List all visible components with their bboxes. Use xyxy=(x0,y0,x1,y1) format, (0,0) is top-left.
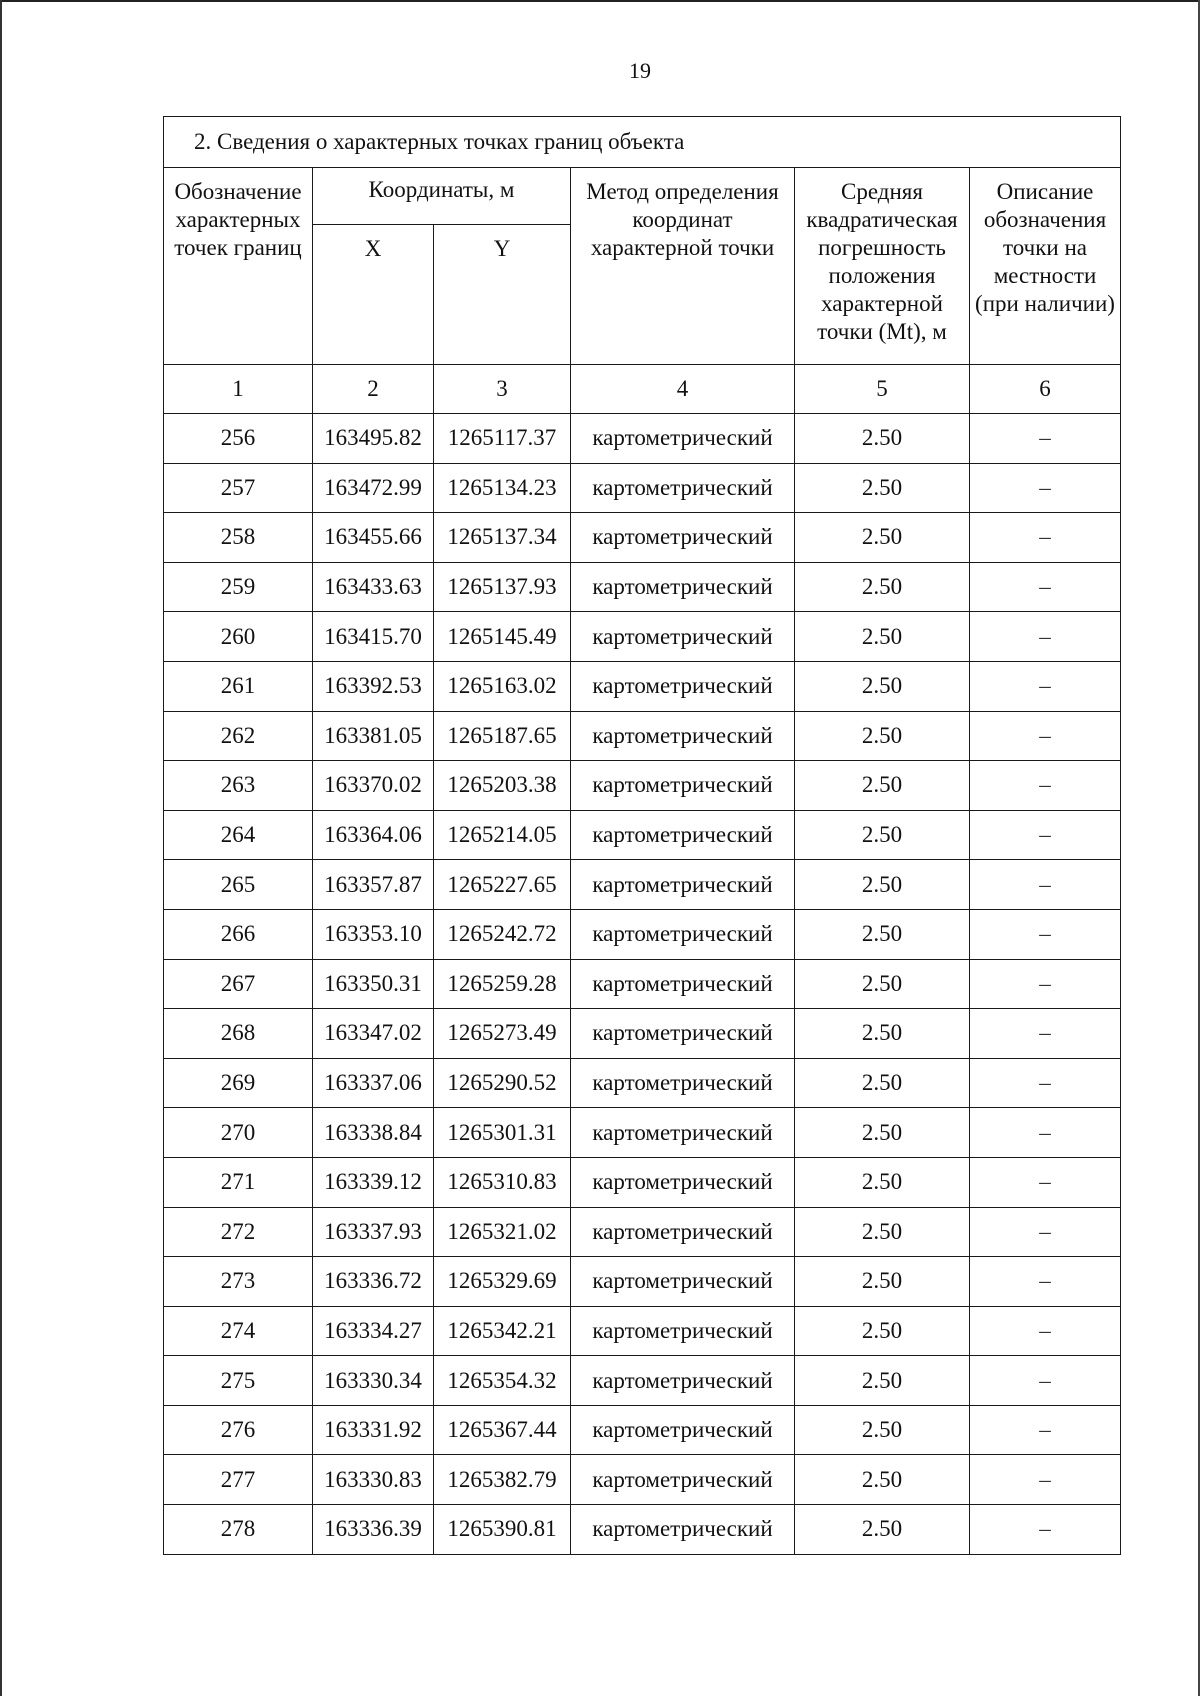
table-row xyxy=(164,513,1121,563)
cell-y: 1265214.05 xyxy=(434,810,571,860)
cell-y: 1265134.23 xyxy=(434,463,571,513)
cell-error: 2.50 xyxy=(795,1405,970,1455)
cell-method: картометрический xyxy=(571,1306,795,1356)
cell-y: 1265382.79 xyxy=(434,1455,571,1505)
table-row xyxy=(164,612,1121,662)
cell-point: 257 xyxy=(164,463,313,513)
cell-x: 163353.10 xyxy=(313,909,434,959)
table-row xyxy=(164,959,1121,1009)
cell-error: 2.50 xyxy=(795,909,970,959)
cell-method: картометрический xyxy=(571,661,795,711)
table-row xyxy=(164,761,1121,811)
column-number: 5 xyxy=(795,365,970,414)
table-row xyxy=(164,661,1121,711)
cell-error: 2.50 xyxy=(795,860,970,910)
cell-y: 1265354.32 xyxy=(434,1356,571,1406)
cell-x: 163357.87 xyxy=(313,860,434,910)
cell-x: 163339.12 xyxy=(313,1157,434,1207)
table-row xyxy=(164,562,1121,612)
cell-x: 163472.99 xyxy=(313,463,434,513)
cell-y: 1265187.65 xyxy=(434,711,571,761)
cell-point: 269 xyxy=(164,1058,313,1108)
cell-description: – xyxy=(970,1009,1121,1059)
header-description: Описание обозначения точки на местности (при наличии) xyxy=(970,168,1121,365)
column-number: 2 xyxy=(313,365,434,414)
table-row xyxy=(164,909,1121,959)
header-point: Обозначение характерных точек границ xyxy=(164,168,313,365)
cell-description: – xyxy=(970,959,1121,1009)
cell-method: картометрический xyxy=(571,612,795,662)
cell-description: – xyxy=(970,513,1121,563)
cell-point: 270 xyxy=(164,1108,313,1158)
cell-y: 1265163.02 xyxy=(434,661,571,711)
cell-y: 1265137.34 xyxy=(434,513,571,563)
cell-y: 1265259.28 xyxy=(434,959,571,1009)
cell-error: 2.50 xyxy=(795,761,970,811)
page-number: 19 xyxy=(629,58,651,83)
header-method: Метод определения координат характерной точки xyxy=(571,168,795,365)
cell-method: картометрический xyxy=(571,810,795,860)
cell-y: 1265301.31 xyxy=(434,1108,571,1158)
cell-point: 278 xyxy=(164,1505,313,1555)
cell-x: 163337.06 xyxy=(313,1058,434,1108)
cell-y: 1265329.69 xyxy=(434,1257,571,1307)
cell-point: 260 xyxy=(164,612,313,662)
boundary-points-table-wrap xyxy=(163,116,1121,1555)
cell-x: 163370.02 xyxy=(313,761,434,811)
cell-description: – xyxy=(970,810,1121,860)
cell-y: 1265273.49 xyxy=(434,1009,571,1059)
cell-description: – xyxy=(970,414,1121,464)
cell-point: 266 xyxy=(164,909,313,959)
cell-point: 258 xyxy=(164,513,313,563)
cell-method: картометрический xyxy=(571,909,795,959)
cell-description: – xyxy=(970,1207,1121,1257)
cell-x: 163336.39 xyxy=(313,1505,434,1555)
cell-description: – xyxy=(970,1157,1121,1207)
cell-point: 264 xyxy=(164,810,313,860)
cell-error: 2.50 xyxy=(795,463,970,513)
cell-point: 263 xyxy=(164,761,313,811)
cell-error: 2.50 xyxy=(795,1009,970,1059)
table-row xyxy=(164,711,1121,761)
cell-error: 2.50 xyxy=(795,1505,970,1555)
header-y: Y xyxy=(434,225,571,365)
cell-method: картометрический xyxy=(571,1257,795,1307)
cell-point: 259 xyxy=(164,562,313,612)
cell-x: 163330.83 xyxy=(313,1455,434,1505)
cell-method: картометрический xyxy=(571,711,795,761)
cell-x: 163392.53 xyxy=(313,661,434,711)
cell-description: – xyxy=(970,761,1121,811)
cell-y: 1265203.38 xyxy=(434,761,571,811)
cell-description: – xyxy=(970,1058,1121,1108)
table-row xyxy=(164,1108,1121,1158)
cell-y: 1265367.44 xyxy=(434,1405,571,1455)
cell-x: 163381.05 xyxy=(313,711,434,761)
cell-description: – xyxy=(970,711,1121,761)
scan-edge-top xyxy=(0,0,1200,2)
cell-method: картометрический xyxy=(571,761,795,811)
cell-point: 267 xyxy=(164,959,313,1009)
caption-row xyxy=(164,117,1121,168)
cell-method: картометрический xyxy=(571,860,795,910)
cell-method: картометрический xyxy=(571,463,795,513)
page-number-container xyxy=(0,58,1200,84)
cell-method: картометрический xyxy=(571,1108,795,1158)
cell-x: 163337.93 xyxy=(313,1207,434,1257)
cell-y: 1265321.02 xyxy=(434,1207,571,1257)
cell-description: – xyxy=(970,1505,1121,1555)
table-row xyxy=(164,463,1121,513)
column-numbers-row xyxy=(164,365,1121,414)
column-number: 6 xyxy=(970,365,1121,414)
table-row xyxy=(164,1058,1121,1108)
cell-x: 163350.31 xyxy=(313,959,434,1009)
cell-error: 2.50 xyxy=(795,562,970,612)
cell-method: картометрический xyxy=(571,414,795,464)
cell-error: 2.50 xyxy=(795,1157,970,1207)
cell-method: картометрический xyxy=(571,1058,795,1108)
cell-description: – xyxy=(970,612,1121,662)
cell-x: 163338.84 xyxy=(313,1108,434,1158)
cell-error: 2.50 xyxy=(795,1257,970,1307)
cell-method: картометрический xyxy=(571,1157,795,1207)
table-row xyxy=(164,1356,1121,1406)
scan-edge-left xyxy=(0,0,2,1696)
table-row xyxy=(164,810,1121,860)
cell-description: – xyxy=(970,661,1121,711)
cell-error: 2.50 xyxy=(795,1207,970,1257)
cell-y: 1265242.72 xyxy=(434,909,571,959)
cell-x: 163495.82 xyxy=(313,414,434,464)
cell-description: – xyxy=(970,1257,1121,1307)
cell-error: 2.50 xyxy=(795,1306,970,1356)
cell-error: 2.50 xyxy=(795,612,970,662)
cell-description: – xyxy=(970,562,1121,612)
cell-x: 163415.70 xyxy=(313,612,434,662)
column-number: 3 xyxy=(434,365,571,414)
cell-x: 163364.06 xyxy=(313,810,434,860)
cell-x: 163330.34 xyxy=(313,1356,434,1406)
cell-description: – xyxy=(970,1356,1121,1406)
cell-method: картометрический xyxy=(571,1009,795,1059)
cell-error: 2.50 xyxy=(795,810,970,860)
header-error: Средняя квадратическая погрешность положения характерной точки (Mt), м xyxy=(795,168,970,365)
cell-method: картометрический xyxy=(571,513,795,563)
table-row xyxy=(164,1257,1121,1307)
cell-method: картометрический xyxy=(571,959,795,1009)
table-row xyxy=(164,1505,1121,1555)
cell-point: 261 xyxy=(164,661,313,711)
table-row xyxy=(164,1009,1121,1059)
cell-description: – xyxy=(970,1455,1121,1505)
table-caption: 2. Сведения о характерных точках границ объекта xyxy=(164,117,1121,168)
cell-method: картометрический xyxy=(571,1505,795,1555)
table-row xyxy=(164,1157,1121,1207)
cell-error: 2.50 xyxy=(795,661,970,711)
column-number: 4 xyxy=(571,365,795,414)
cell-method: картометрический xyxy=(571,1207,795,1257)
cell-description: – xyxy=(970,1405,1121,1455)
cell-method: картометрический xyxy=(571,562,795,612)
cell-point: 277 xyxy=(164,1455,313,1505)
cell-error: 2.50 xyxy=(795,513,970,563)
cell-point: 276 xyxy=(164,1405,313,1455)
cell-y: 1265310.83 xyxy=(434,1157,571,1207)
header-row-top xyxy=(164,168,1121,225)
cell-y: 1265227.65 xyxy=(434,860,571,910)
cell-y: 1265145.49 xyxy=(434,612,571,662)
cell-error: 2.50 xyxy=(795,1058,970,1108)
cell-x: 163331.92 xyxy=(313,1405,434,1455)
header-x: X xyxy=(313,225,434,365)
cell-y: 1265117.37 xyxy=(434,414,571,464)
cell-point: 256 xyxy=(164,414,313,464)
cell-error: 2.50 xyxy=(795,414,970,464)
cell-y: 1265342.21 xyxy=(434,1306,571,1356)
column-number: 1 xyxy=(164,365,313,414)
header-coordinates: Координаты, м xyxy=(313,168,571,225)
table-row xyxy=(164,860,1121,910)
cell-method: картометрический xyxy=(571,1356,795,1406)
cell-error: 2.50 xyxy=(795,959,970,1009)
cell-description: – xyxy=(970,909,1121,959)
cell-y: 1265390.81 xyxy=(434,1505,571,1555)
cell-y: 1265290.52 xyxy=(434,1058,571,1108)
cell-error: 2.50 xyxy=(795,1108,970,1158)
cell-x: 163336.72 xyxy=(313,1257,434,1307)
table-row xyxy=(164,1405,1121,1455)
cell-description: – xyxy=(970,1108,1121,1158)
cell-method: картометрический xyxy=(571,1455,795,1505)
cell-method: картометрический xyxy=(571,1405,795,1455)
cell-point: 272 xyxy=(164,1207,313,1257)
cell-description: – xyxy=(970,860,1121,910)
cell-point: 275 xyxy=(164,1356,313,1406)
cell-point: 273 xyxy=(164,1257,313,1307)
cell-error: 2.50 xyxy=(795,711,970,761)
boundary-points-table xyxy=(163,116,1121,1555)
cell-x: 163433.63 xyxy=(313,562,434,612)
cell-x: 163334.27 xyxy=(313,1306,434,1356)
table-row xyxy=(164,1207,1121,1257)
table-row xyxy=(164,1306,1121,1356)
cell-y: 1265137.93 xyxy=(434,562,571,612)
cell-point: 271 xyxy=(164,1157,313,1207)
cell-point: 268 xyxy=(164,1009,313,1059)
cell-error: 2.50 xyxy=(795,1455,970,1505)
cell-x: 163347.02 xyxy=(313,1009,434,1059)
cell-description: – xyxy=(970,463,1121,513)
cell-error: 2.50 xyxy=(795,1356,970,1406)
table-row xyxy=(164,1455,1121,1505)
cell-point: 262 xyxy=(164,711,313,761)
cell-description: – xyxy=(970,1306,1121,1356)
cell-x: 163455.66 xyxy=(313,513,434,563)
cell-point: 265 xyxy=(164,860,313,910)
table-row xyxy=(164,414,1121,464)
cell-point: 274 xyxy=(164,1306,313,1356)
